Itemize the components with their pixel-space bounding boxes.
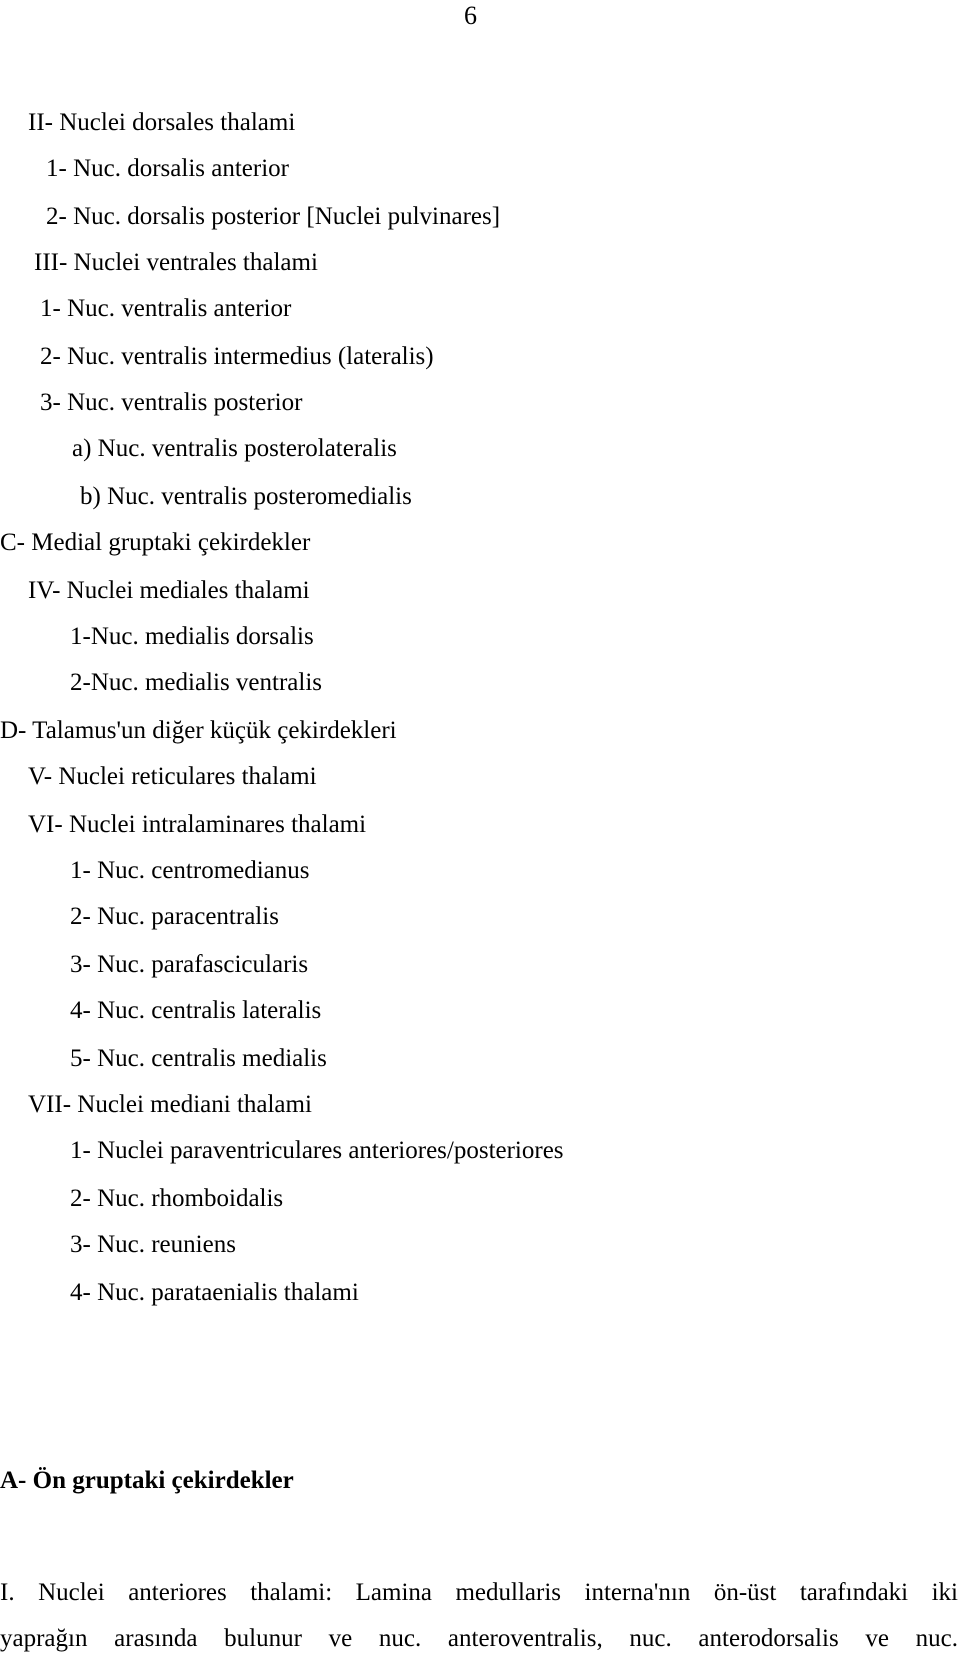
outline-line: II- Nuclei dorsales thalami — [28, 109, 296, 136]
outline-line: VI- Nuclei intralaminares thalami — [28, 811, 367, 838]
outline-line: V- Nuclei reticulares thalami — [28, 763, 317, 790]
section-heading: A- Ön gruptaki çekirdekler — [0, 1467, 294, 1494]
outline-line: 4- Nuc. centralis lateralis — [70, 997, 322, 1024]
outline-line: 5- Nuc. centralis medialis — [70, 1045, 327, 1072]
paragraph-line: yaprağın arasında bulunur ve nuc. anteroventralis, nuc. anterodorsalis ve nuc. — [0, 1625, 958, 1652]
outline-line: 1-Nuc. medialis dorsalis — [70, 623, 314, 650]
outline-line: 2- Nuc. rhomboidalis — [70, 1185, 284, 1212]
outline-line: 3- Nuc. parafascicularis — [70, 951, 309, 978]
outline-line: 2- Nuc. ventralis intermedius (lateralis) — [40, 343, 434, 370]
outline-line: IV- Nuclei mediales thalami — [28, 577, 310, 604]
outline-line: VII- Nuclei mediani thalami — [28, 1091, 312, 1118]
outline-line: 2- Nuc. paracentralis — [70, 903, 279, 930]
outline-line: 1- Nuclei paraventriculares anteriores/posteriores — [70, 1137, 564, 1164]
outline-line: 1- Nuc. dorsalis anterior — [46, 155, 289, 182]
outline-line: 1- Nuc. ventralis anterior — [40, 295, 292, 322]
outline-line: 4- Nuc. parataenialis thalami — [70, 1279, 359, 1306]
outline-line: 3- Nuc. reuniens — [70, 1231, 236, 1258]
outline-line: D- Talamus'un diğer küçük çekirdekleri — [0, 717, 397, 744]
outline-line: 2-Nuc. medialis ventralis — [70, 669, 323, 696]
outline-line: 1- Nuc. centromedianus — [70, 857, 310, 884]
outline-line: a) Nuc. ventralis posterolateralis — [72, 435, 397, 462]
outline-line: 2- Nuc. dorsalis posterior [Nuclei pulvinares] — [46, 203, 501, 230]
outline-line: 3- Nuc. ventralis posterior — [40, 389, 303, 416]
outline-line: C- Medial gruptaki çekirdekler — [0, 529, 311, 556]
paragraph-line: I. Nuclei anteriores thalami: Lamina medullaris interna'nın ön-üst tarafındaki iki — [0, 1579, 958, 1606]
outline-line: III- Nuclei ventrales thalami — [34, 249, 318, 276]
page-number: 6 — [464, 1, 477, 30]
outline-line: b) Nuc. ventralis posteromedialis — [80, 483, 412, 510]
